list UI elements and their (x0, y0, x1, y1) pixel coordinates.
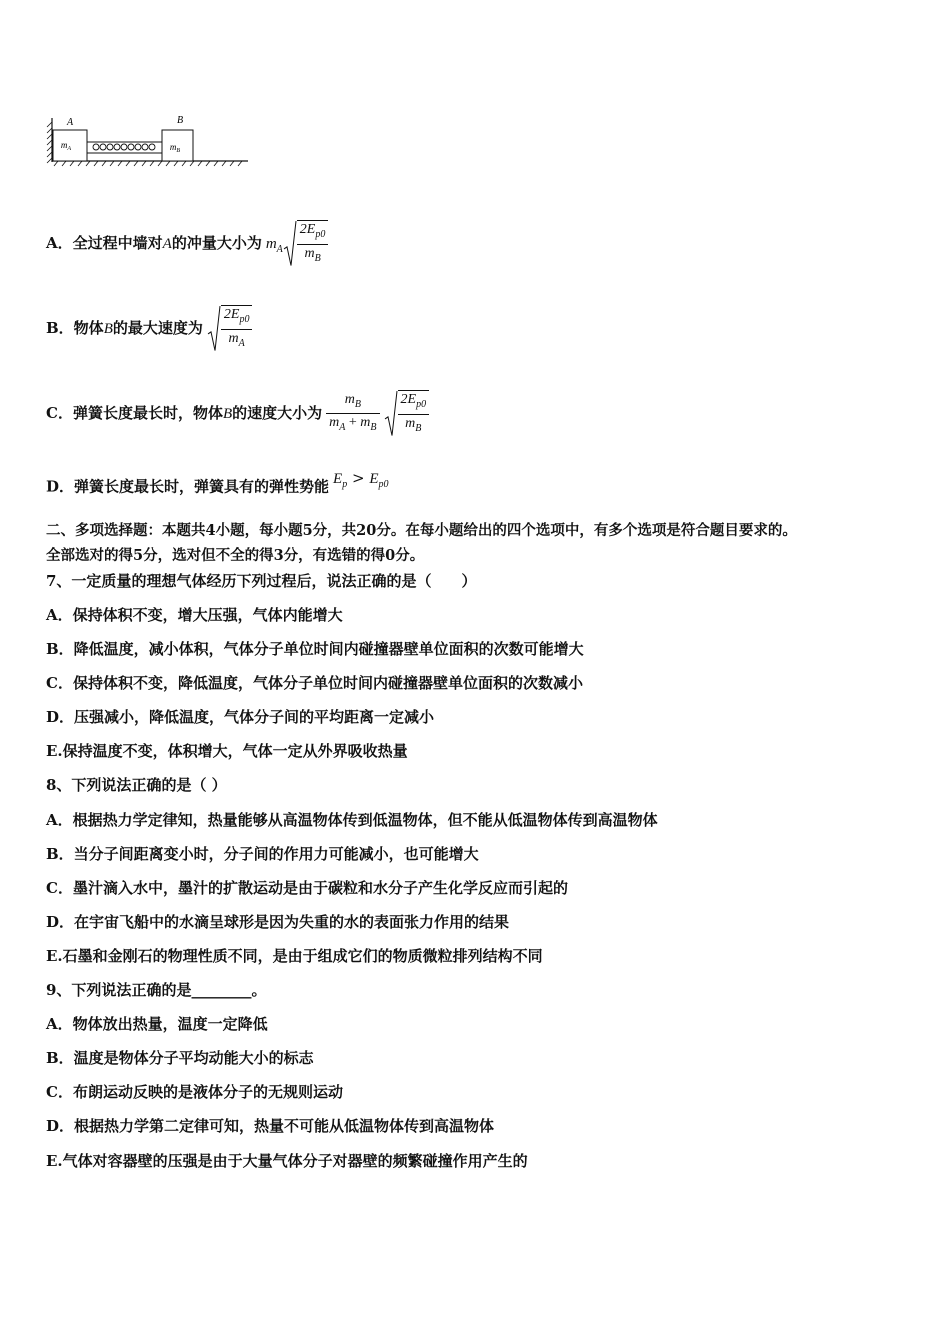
q6-option-a: A．全过程中墙对A的冲量大小为 $m_A$ $\frac{2E_{p0}}{m_B}$ (46, 220, 328, 268)
q9-stem: 9、下列说法正确的是________。 (46, 981, 267, 999)
formula-energy: $E_p > E_{p0}$ (333, 469, 389, 490)
q8-option-d: D．在宇宙飞船中的水滴呈球形是因为失重的水的表面张力作用的结果 (46, 913, 510, 931)
block-b-mass: $m_B$ (169, 142, 181, 154)
formula-b-speed: $\frac{m_B}{m_A + m_B}$ $\frac{2E_{p0}}{m_B}$ (326, 390, 429, 438)
q7-option-d: D．压强减小，降低温度，气体分子间的平均距离一定减小 (46, 708, 435, 726)
q6-option-c: C．弹簧长度最长时，物体B的速度大小为 $\frac{m_B}{m_A + m_B}$ $\frac{2E_{p0}}{m_B}$ (46, 390, 429, 438)
q9-option-e: E.气体对容器壁的压强是由于大量气体分子对器壁的频繁碰撞作用产生的 (46, 1152, 528, 1170)
q9-option-b: B．温度是物体分子平均动能大小的标志 (46, 1049, 314, 1067)
q8-option-b: B．当分子间距离变小时，分子间的作用力可能减小，也可能增大 (46, 845, 479, 863)
q8-stem: 8、下列说法正确的是（ ） (46, 776, 227, 794)
q8-option-a: A．根据热力学定律知，热量能够从高温物体传到低温物体，但不能从低温物体传到高温物体 (46, 811, 658, 829)
q9-option-a: A．物体放出热量，温度一定降低 (46, 1015, 268, 1033)
block-a-label: A (66, 117, 74, 128)
section-scoring: 全部选对的得5分，选对但不全的得3分，有选错的得0分。 (46, 547, 425, 564)
section-heading: 二、多项选择题：本题共4小题，每小题5分，共20分。在每小题给出的四个选项中，有多个选项是符合题目要求的。 (46, 522, 797, 539)
spring-blocks-figure (44, 110, 254, 172)
q6-option-b: B．物体B的最大速度为 $\frac{2E_{p0}}{m_A}$ (46, 305, 252, 353)
q7-option-e: E.保持温度不变，体积增大，气体一定从外界吸收热量 (46, 742, 408, 760)
q7-option-a: A．保持体积不变，增大压强，气体内能增大 (46, 606, 343, 624)
q6-option-d: D．弹簧长度最长时，弹簧具有的弹性势能 $E_p > E_{p0}$ (46, 469, 389, 496)
formula-impulse: $m_A$ $\frac{2E_{p0}}{m_B}$ (266, 220, 329, 268)
q8-option-e: E.石墨和金刚石的物理性质不同，是由于组成它们的物质微粒排列结构不同 (46, 947, 543, 965)
q9-option-c: C．布朗运动反映的是液体分子的无规则运动 (46, 1083, 343, 1101)
q7-option-c: C．保持体积不变，降低温度，气体分子单位时间内碰撞器壁单位面积的次数减小 (46, 674, 583, 692)
q8-option-c: C．墨汁滴入水中，墨汁的扩散运动是由于碳粒和水分子产生化学反应而引起的 (46, 879, 568, 897)
spring (87, 142, 162, 153)
q9-option-d: D．根据热力学第二定律可知，热量不可能从低温物体传到高温物体 (46, 1117, 495, 1135)
formula-max-speed: $\frac{2E_{p0}}{m_A}$ (207, 305, 253, 353)
block-a-mass: $m_A$ (60, 140, 72, 152)
q7-stem: 7、一定质量的理想气体经历下列过程后，说法正确的是（ ） (46, 572, 477, 590)
q7-option-b: B．降低温度，减小体积，气体分子单位时间内碰撞器壁单位面积的次数可能增大 (46, 640, 584, 658)
block-b-label: B (176, 115, 184, 126)
